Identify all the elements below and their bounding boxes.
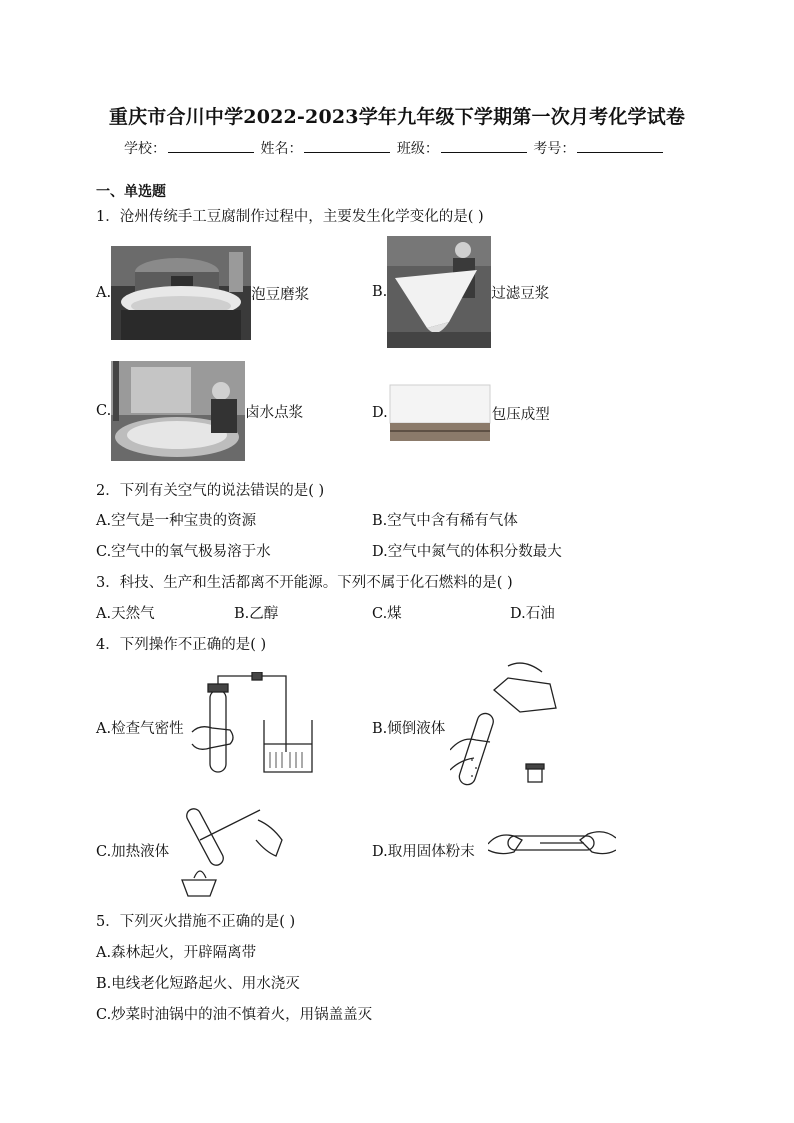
- school-blank[interactable]: [168, 140, 254, 153]
- q1-option-c[interactable]: [96, 361, 303, 461]
- q4-option-b-label[interactable]: B.倾倒液体: [372, 721, 446, 737]
- question-5-stem: 5．下列灭火措施不正确的是( ): [96, 914, 296, 930]
- school-label: 学校：: [124, 141, 166, 157]
- solid-powder-diagram: [488, 826, 616, 872]
- q2-option-c[interactable]: C.空气中的氧气极易溶于水: [96, 544, 271, 560]
- q5-option-b[interactable]: B.电线老化短路起火、用水浇灭: [96, 976, 300, 992]
- exam-no-label: 考号：: [533, 141, 576, 157]
- question-3-stem: 3．科技、生产和生活都离不开能源。下列不属于化石燃料的是( ): [96, 575, 513, 591]
- q3-option-d[interactable]: D.石油: [510, 606, 555, 622]
- q5-option-a[interactable]: A.森林起火，开辟隔离带: [96, 945, 257, 961]
- brine-coagulation-photo: [111, 361, 245, 461]
- q4-option-a-label[interactable]: A.检查气密性: [96, 721, 184, 737]
- q3-option-c[interactable]: C.煤: [372, 606, 402, 622]
- q1-option-b[interactable]: [372, 236, 549, 348]
- name-blank[interactable]: [304, 140, 390, 153]
- q1-option-d-text: 包压成型: [491, 406, 550, 423]
- q1-option-b-letter: B.: [372, 284, 388, 300]
- question-2-stem: 2．下列有关空气的说法错误的是( ): [96, 483, 325, 499]
- name-label: 姓名：: [260, 141, 303, 157]
- pressed-tofu-photo: [388, 383, 492, 443]
- question-1-stem: 1．沧州传统手工豆腐制作过程中，主要发生化学变化的是( ): [96, 209, 484, 225]
- class-blank[interactable]: [441, 140, 527, 153]
- page-title: 重庆市合川中学2022-2023学年九年级下学期第一次月考化学试卷: [108, 106, 686, 128]
- q1-option-c-text: 卤水点浆: [245, 404, 304, 421]
- heating-liquid-diagram: [172, 800, 292, 900]
- stone-mill-photo: [111, 246, 251, 340]
- class-label: 班级：: [396, 141, 439, 157]
- q2-option-a[interactable]: A.空气是一种宝贵的资源: [96, 513, 257, 529]
- question-4-stem: 4．下列操作不正确的是( ): [96, 637, 267, 653]
- q3-option-b[interactable]: B.乙醇: [234, 606, 279, 622]
- q4-option-c-label[interactable]: C.加热液体: [96, 844, 170, 860]
- q1-option-a-letter: A.: [96, 285, 112, 301]
- q2-option-b[interactable]: B.空气中含有稀有气体: [372, 513, 518, 529]
- filter-soymilk-photo: [387, 236, 491, 348]
- q1-option-d-letter: D.: [372, 405, 388, 421]
- airtightness-check-diagram: [190, 672, 322, 776]
- q3-option-a[interactable]: A.天然气: [96, 606, 155, 622]
- q1-option-b-text: 过滤豆浆: [491, 285, 550, 302]
- student-info-line: [124, 138, 665, 158]
- q1-option-a[interactable]: [96, 246, 309, 340]
- section-heading: 一、单选题: [96, 184, 166, 200]
- q1-option-a-text: 泡豆磨浆: [251, 286, 310, 303]
- q2-option-d[interactable]: D.空气中氮气的体积分数最大: [372, 544, 562, 560]
- exam-no-blank[interactable]: [577, 140, 663, 153]
- q1-option-d[interactable]: [372, 383, 550, 443]
- q1-option-c-letter: C.: [96, 403, 112, 419]
- pouring-liquid-diagram: [450, 660, 562, 790]
- q4-option-d-label[interactable]: D.取用固体粉末: [372, 844, 475, 860]
- q5-option-c[interactable]: C.炒菜时油锅中的油不慎着火，用锅盖盖灭: [96, 1007, 373, 1023]
